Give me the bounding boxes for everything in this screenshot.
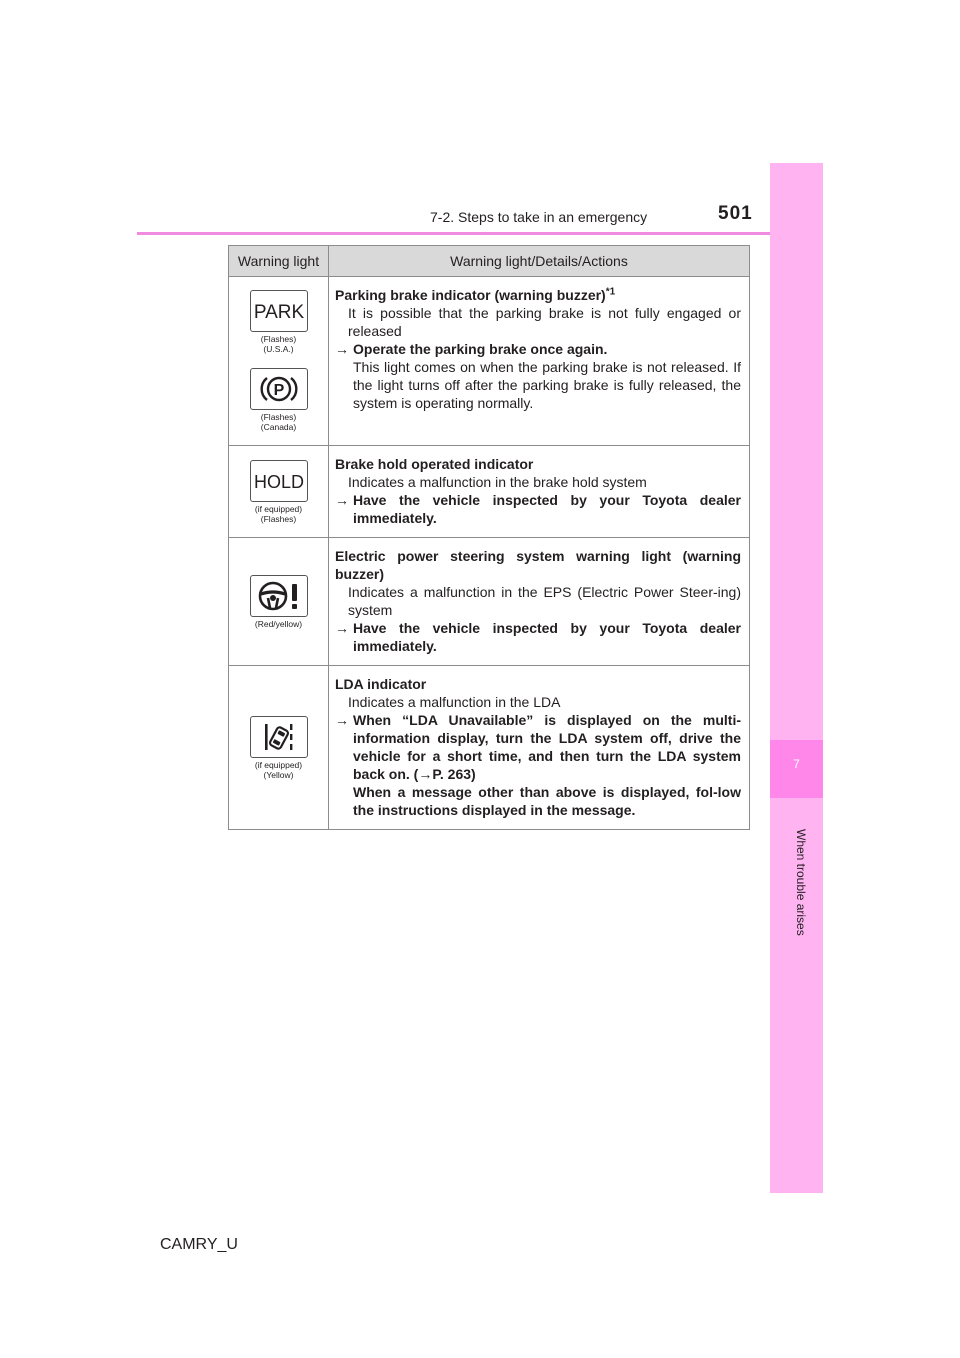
table-header-row [229,246,750,277]
icon-cell [229,446,329,538]
warning-action: → Have the vehicle inspected by your Toyota dealer immediately. [335,620,741,654]
page-number: 501 [718,203,753,224]
icon-label: P [273,382,284,399]
chapter-tab-strip [770,163,823,1193]
header-rule [137,232,822,235]
icon-group [229,716,328,780]
steering-wheel-exclamation-icon [250,575,308,617]
icon-caption: (if equipped) (Yellow) [254,759,303,780]
warning-lights-table [228,245,750,830]
icon-group [229,460,328,524]
arrow-icon: → [335,492,349,508]
warning-action: → Operate the parking brake once again. [335,341,608,357]
arrow-icon: → [335,341,349,357]
table-row [229,538,750,666]
model-code: CAMRY_U [160,1236,238,1253]
warning-title: Brake hold operated indicator [335,456,534,472]
icon-group [229,290,328,354]
section-title: 7-2. Steps to take in an emergency [430,209,648,225]
warning-action: → Have the vehicle inspected by your Toyota dealer immediately. [335,492,741,526]
table-row [229,277,750,446]
icon-caption: (Flashes) (Canada) [260,412,297,432]
icon-caption: (Red/yellow) [254,618,303,629]
lane-departure-icon [250,716,308,758]
warning-description: Indicates a malfunction in the LDA [348,694,561,710]
details-cell [329,538,750,666]
icon-group [229,575,328,629]
details-cell [329,446,750,538]
icon-cell [229,277,329,446]
park-text-icon [250,290,308,332]
warning-description: It is possible that the parking brake is not fully engaged or released [348,305,741,339]
warning-title: LDA indicator [335,676,427,692]
warning-action: → When “LDA Unavailable” is displayed on the multi-information display, turn the LDA system off, drive the vehicle for a short time, and then turn the LDA system back on. (→P. 263) [335,712,741,782]
column-header-warning-light: Warning light [229,246,329,277]
warning-title: Electric power steering system warning light (warning buzzer) [335,548,741,582]
icon-cell [229,538,329,666]
icon-label: HOLD [253,471,304,492]
warning-description: Indicates a malfunction in the brake hold system [348,474,647,490]
chapter-number: 7 [793,757,800,771]
arrow-icon: → [335,712,349,728]
icon-caption: (Flashes) (U.S.A.) [260,334,297,354]
warning-note: When a message other than above is displayed, fol-low the instructions displayed in the message. [353,784,741,818]
icon-group [229,368,328,432]
details-cell [329,666,750,830]
warning-note: This light comes on when the parking brake is not released. If the light turns off after the parking brake is fully released, the system is operating normally. [353,359,741,411]
arrow-icon: → [335,620,349,636]
icon-caption: (if equipped) (Flashes) [254,503,303,524]
hold-text-icon [250,460,308,502]
warning-title: Parking brake indicator (warning buzzer)$^{*1}$ [335,286,616,303]
warning-description: Indicates a malfunction in the EPS (Electric Power Steer-ing) system [348,584,741,618]
chapter-title: When trouble arises [794,829,808,936]
icon-cell [229,666,329,830]
icon-label: PARK [253,302,304,323]
details-cell [329,277,750,446]
circle-p-icon [250,368,308,410]
table-row [229,666,750,830]
column-header-details: Warning light/Details/Actions [329,246,750,277]
table-row [229,446,750,538]
